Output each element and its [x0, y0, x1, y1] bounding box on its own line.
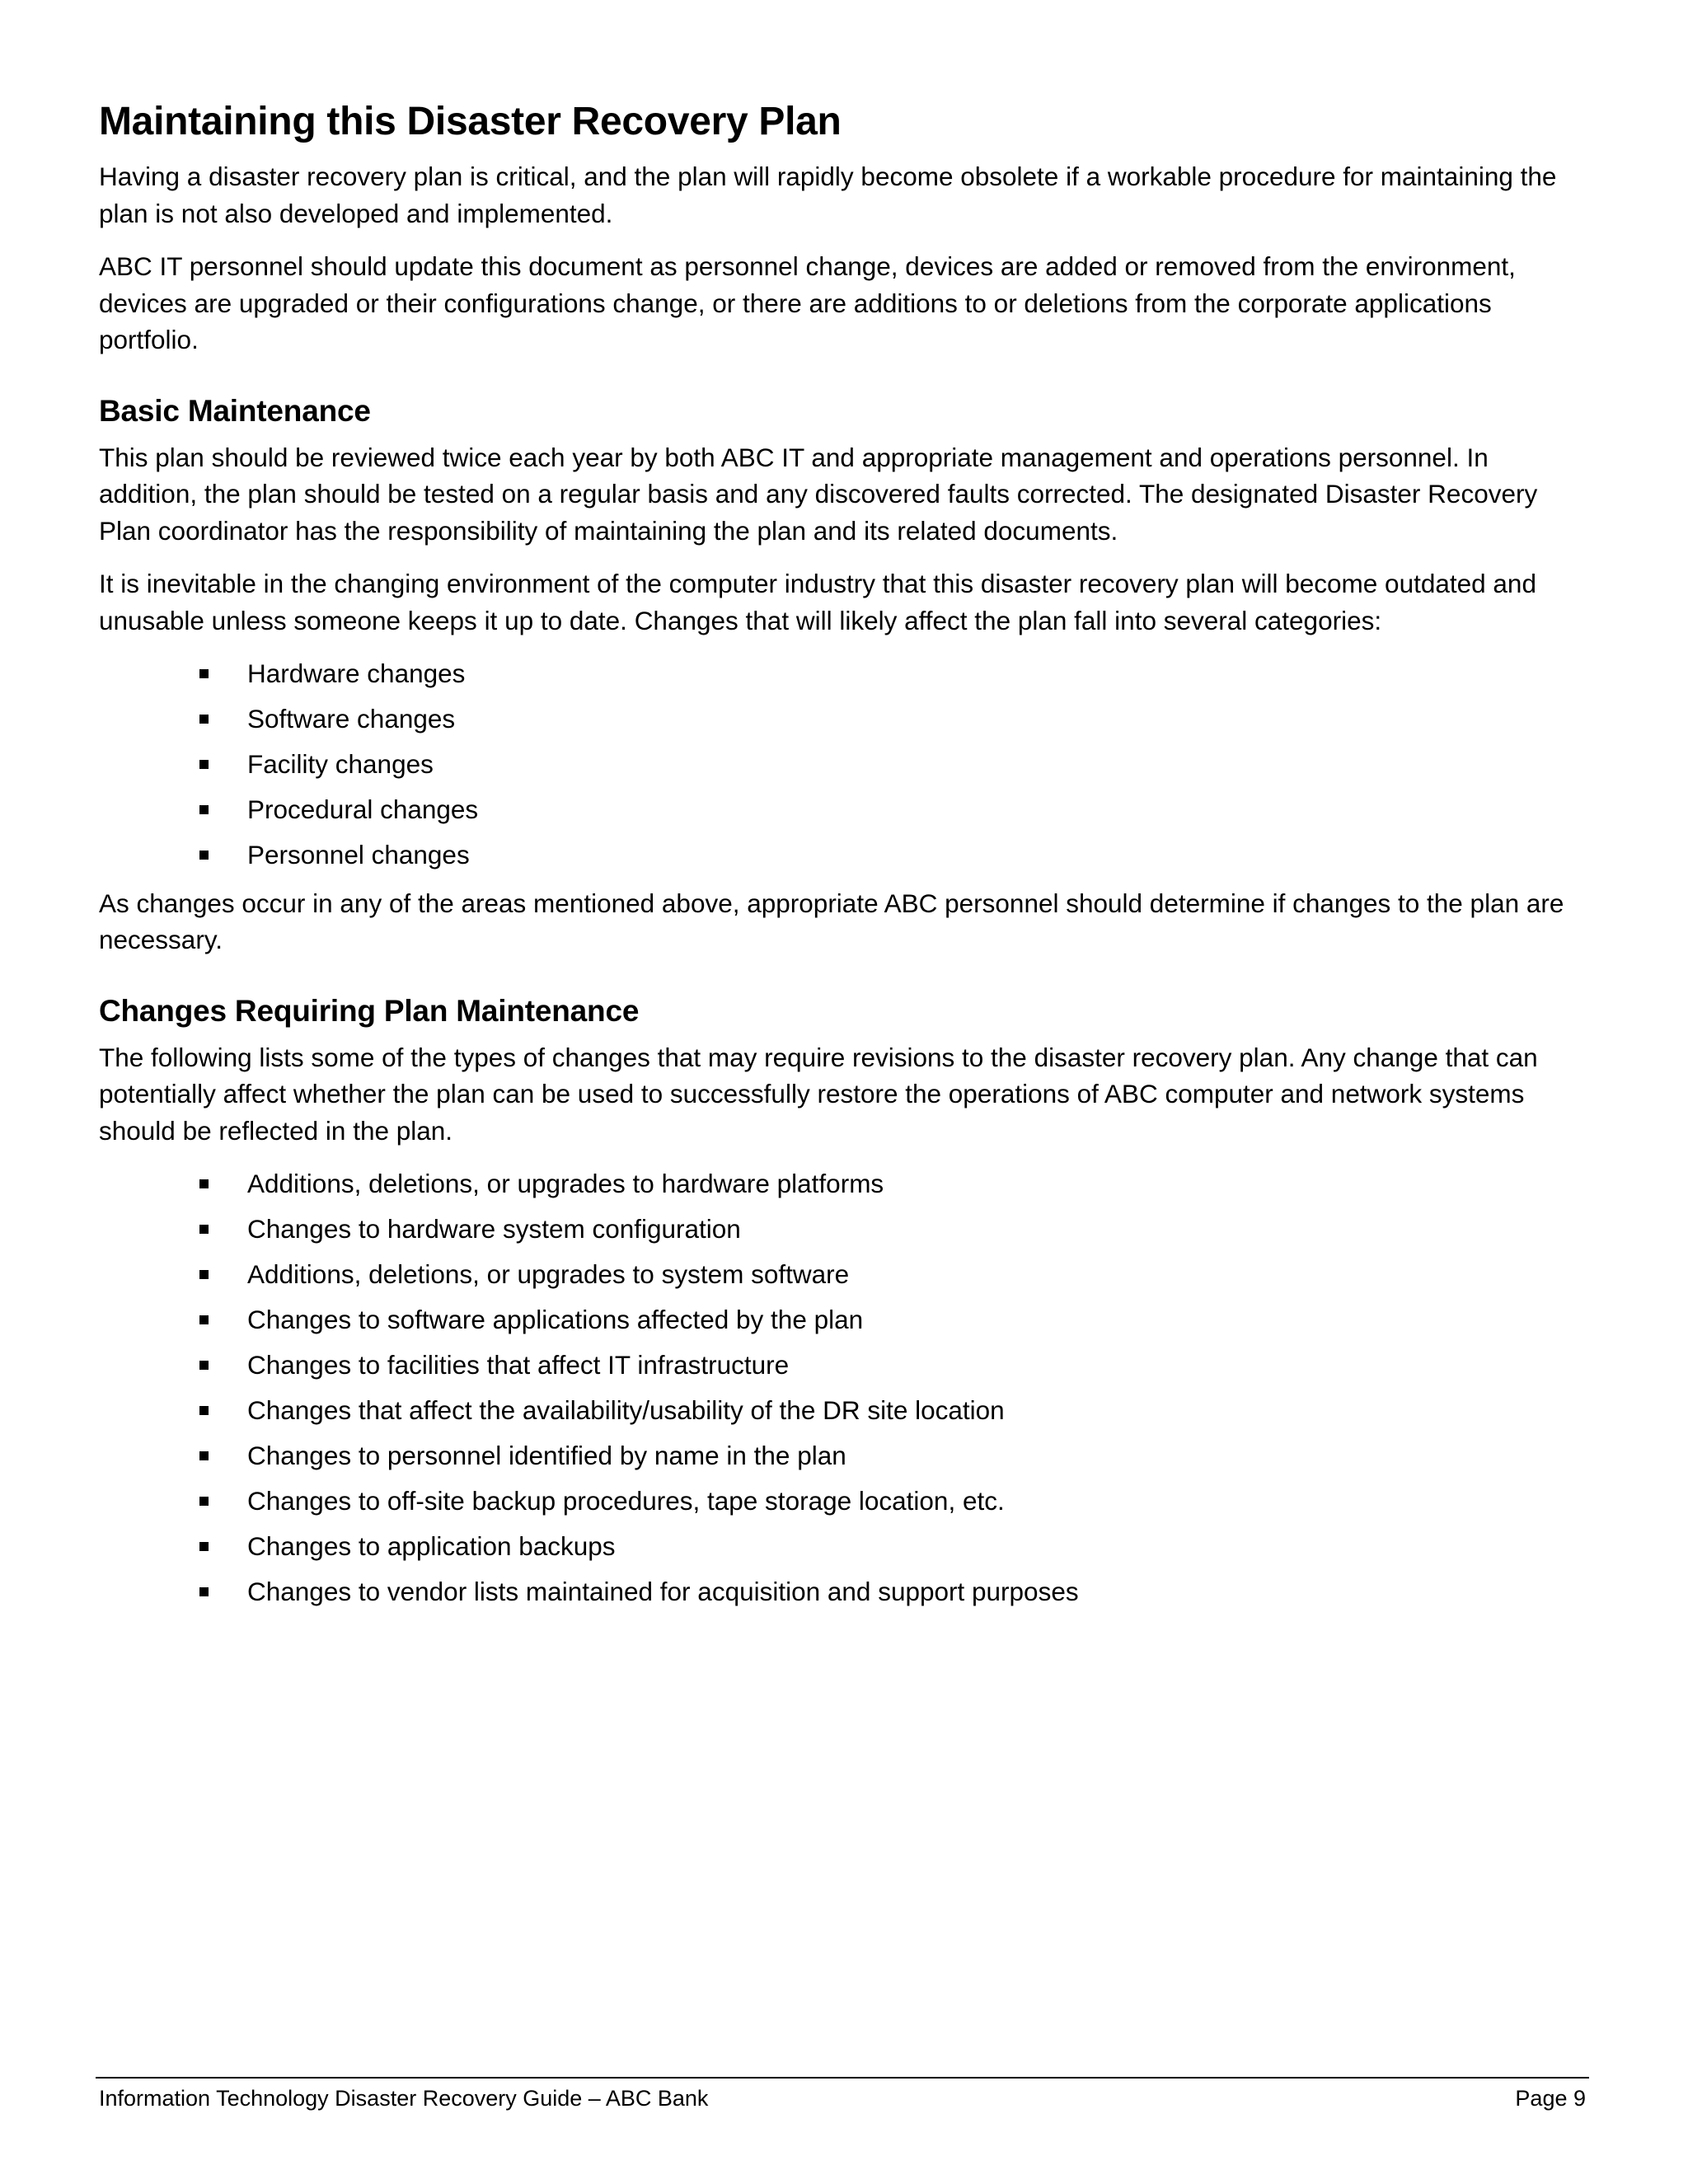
list-item-text: Additions, deletions, or upgrades to hardware platforms — [247, 1169, 884, 1198]
list-item — [99, 1165, 1582, 1202]
section-heading-basic-maintenance: Basic Maintenance — [99, 393, 371, 428]
list-item-text: Changes to facilities that affect IT infrastructure — [247, 1350, 790, 1380]
list-item — [99, 1347, 1582, 1384]
square-bullet-icon — [199, 1270, 209, 1279]
intro-paragraph-2: ABC IT personnel should update this document as personnel change, devices are added or removed from the environment, devices are upgraded or their configurations change, or there are additions to or deletions from the corporate applications portfolio. — [99, 251, 1516, 354]
footer-document-title: Information Technology Disaster Recovery Guide – ABC Bank — [99, 2086, 709, 2111]
list-item-text: Software changes — [247, 704, 456, 733]
list-item — [99, 701, 1582, 738]
list-item — [99, 1392, 1582, 1429]
list-item-text: Additions, deletions, or upgrades to system software — [247, 1259, 850, 1289]
changes-requiring-paragraph: The following lists some of the types of changes that may require revisions to the disaster recovery plan. Any change that can potentially affect whether the plan can be used to successfully restore the operations of ABC computer and network systems should be reflected in the plan. — [99, 1042, 1538, 1146]
list-item-text: Changes to off-site backup procedures, tape storage location, etc. — [247, 1486, 1005, 1516]
list-item — [99, 837, 1582, 874]
square-bullet-icon — [199, 1587, 209, 1596]
square-bullet-icon — [199, 1406, 209, 1415]
section-heading-changes-requiring: Changes Requiring Plan Maintenance — [99, 993, 640, 1028]
list-item-text: Changes to personnel identified by name in the plan — [247, 1441, 846, 1470]
footer-divider — [96, 2077, 1589, 2079]
footer-page-number: Page 9 — [1515, 2086, 1586, 2111]
list-item-text: Changes that affect the availability/usability of the DR site location — [247, 1395, 1005, 1425]
list-item — [99, 1211, 1582, 1248]
list-item — [99, 1483, 1582, 1520]
list-item — [99, 746, 1582, 783]
basic-maintenance-paragraph-1: This plan should be reviewed twice each year by both ABC IT and appropriate management and operations personnel. In addition, the plan should be tested on a regular basis and any discovered faults corrected. The designated Disaster Recovery Plan coordinator has the responsibility of maintaining the plan and its related documents. — [99, 442, 1538, 546]
square-bullet-icon — [199, 1315, 209, 1324]
list-item — [99, 1301, 1582, 1338]
list-item-text: Procedural changes — [247, 794, 479, 824]
list-item — [99, 1528, 1582, 1565]
square-bullet-icon — [199, 805, 209, 814]
list-item — [99, 1437, 1582, 1474]
list-item-text: Personnel changes — [247, 840, 470, 869]
basic-maintenance-closing: As changes occur in any of the areas mentioned above, appropriate ABC personnel should determine if changes to the plan are necessary. — [99, 888, 1564, 954]
intro-paragraph-1: Having a disaster recovery plan is critical, and the plan will rapidly become obsolete if a workable procedure for maintaining the plan is not also developed and implemented. — [99, 162, 1557, 228]
basic-maintenance-paragraph-2: It is inevitable in the changing environment of the computer industry that this disaster recovery plan will become outdated and unusable unless someone keeps it up to date. Changes that will likely affect the plan fall into several categories: — [99, 569, 1536, 635]
changes-requiring-list — [99, 1165, 1582, 1610]
square-bullet-icon — [199, 669, 209, 678]
square-bullet-icon — [199, 1361, 209, 1370]
list-item-text: Hardware changes — [247, 658, 466, 688]
square-bullet-icon — [199, 1542, 209, 1551]
list-item-text: Facility changes — [247, 749, 434, 779]
page-content — [99, 97, 1582, 1622]
square-bullet-icon — [199, 1497, 209, 1506]
list-item-text: Changes to hardware system configuration — [247, 1214, 741, 1244]
square-bullet-icon — [199, 1225, 209, 1234]
list-item — [99, 1256, 1582, 1293]
list-item-text: Changes to vendor lists maintained for acquisition and support purposes — [247, 1577, 1079, 1606]
change-categories-list — [99, 655, 1582, 874]
page-title: Maintaining this Disaster Recovery Plan — [99, 100, 842, 143]
square-bullet-icon — [199, 851, 209, 860]
list-item — [99, 1573, 1582, 1610]
square-bullet-icon — [199, 715, 209, 724]
list-item-text: Changes to software applications affected by the plan — [247, 1305, 864, 1334]
list-item-text: Changes to application backups — [247, 1531, 616, 1561]
list-item — [99, 791, 1582, 828]
square-bullet-icon — [199, 760, 209, 769]
square-bullet-icon — [199, 1451, 209, 1460]
square-bullet-icon — [199, 1179, 209, 1188]
list-item — [99, 655, 1582, 692]
